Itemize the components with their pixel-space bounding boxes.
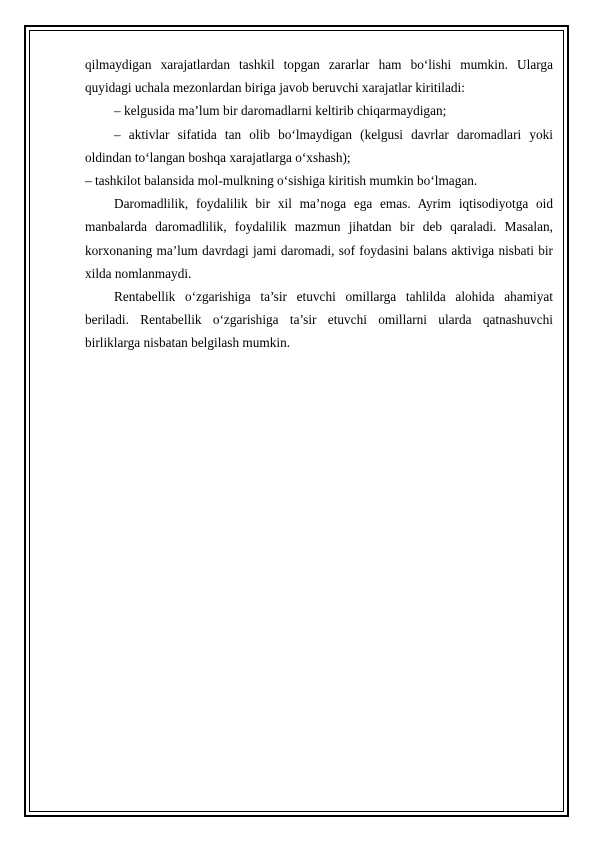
list-item-criterion-1: – kelgusida ma’lum bir daromadlarni keltirib chiqarmaydigan;: [114, 103, 447, 119]
list-item-criterion-2: – aktivlar sifatida tan olib bo‘lmaydigan (kelgusi davrlar daromadlari yoki oldindan to‘langan boshqa xarajatlarga o‘xshash);: [85, 126, 553, 165]
list-item-criterion-3: – tashkilot balansida mol-mulkning o‘sishiga kiritish mumkin bo‘lmagan.: [85, 173, 478, 189]
document-body: [85, 53, 553, 355]
paragraph-profitability: Daromadlilik, foydalilik bir xil ma’noga ega emas. Ayrim iqtisodiyotga oid manbalarda daromadlilik, foydalilik mazmun jihatdan bir deb qaraladi. Masalan, korxonaning ma’lum davrdagi jami daromadi, sof foydasini balans aktiviga nisbati bir xilda nomlanmaydi.: [85, 196, 553, 281]
paragraph-rentability-factors: Rentabellik o‘zgarishiga ta’sir etuvchi omillarga tahlilda alohida ahamiyat beriladi. Rentabellik o‘zgarishiga ta’sir etuvchi omillarni ularda qatnashuvchi birliklarga nisbatan belgilash mumkin.: [85, 289, 553, 351]
paragraph-continuation: qilmaydigan xarajatlardan tashkil topgan zararlar ham bo‘lishi mumkin. Ularga quyidagi uchala mezonlardan biriga javob beruvchi xarajatlar kiritiladi:: [85, 57, 553, 96]
